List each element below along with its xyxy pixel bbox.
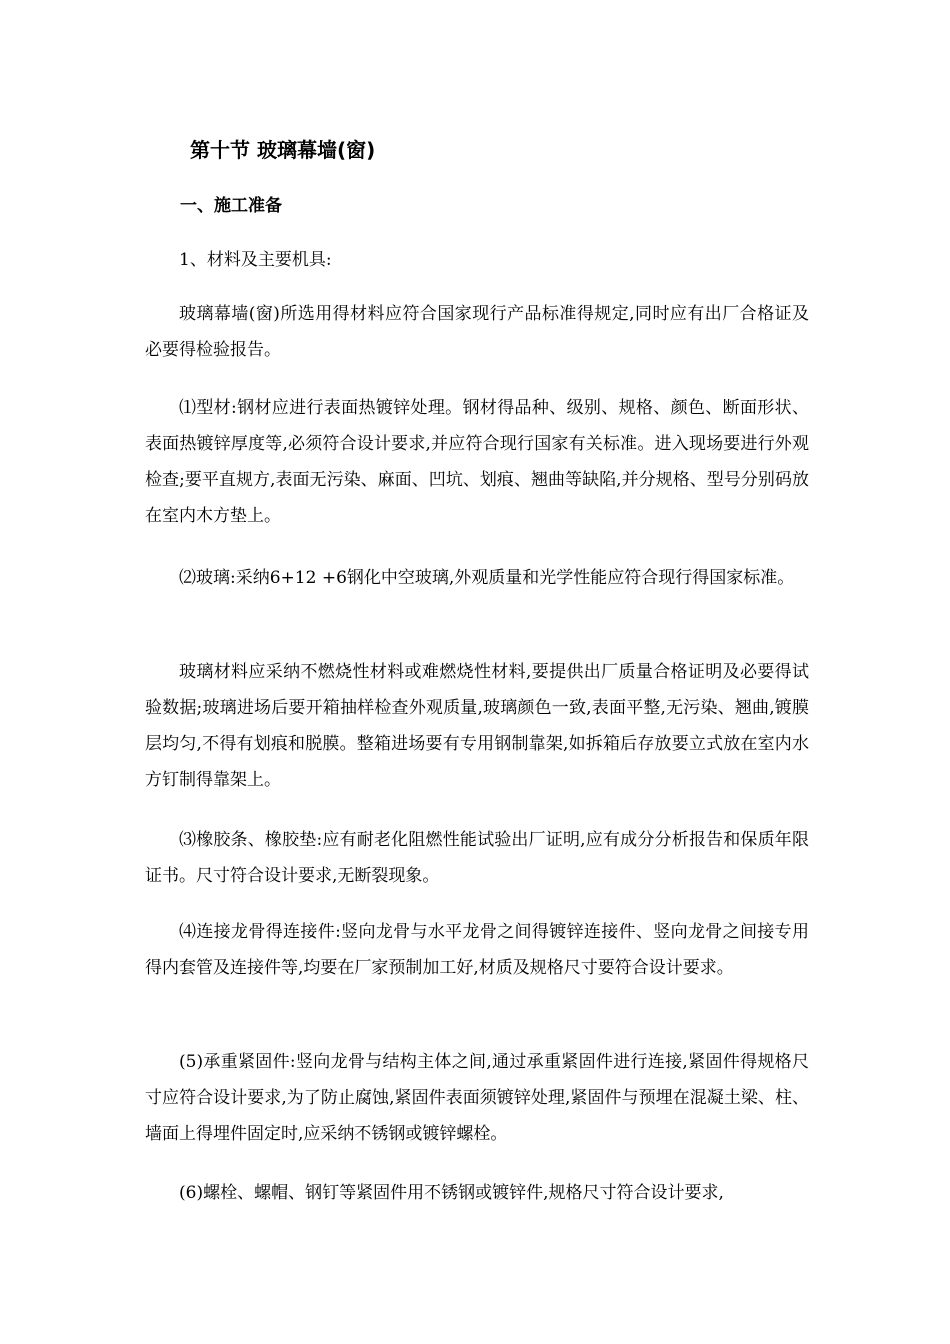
section-title: 第十节 玻璃幕墙(窗) [190, 138, 376, 162]
paragraph-profiles: ⑴型材:钢材应进行表面热镀锌处理。钢材得品种、级别、规格、颜色、断面形状、表面热镀锌厚度等,必须符合设计要求,并应符合现行国家有关标准。进入现场要进行外观检查;要平直规方,表面无污染、麻面、凹坑、划痕、翘曲等缺陷,并分规格、型号分别码放在室内木方垫上。 [145, 398, 809, 526]
paragraph-glass-materials: 玻璃材料应采纳不燃烧性材料或难燃烧性材料,要提供出厂质量合格证明及必要得试验数据;玻璃进场后要开箱抽样检查外观质量,玻璃颜色一致,表面平整,无污染、翘曲,镀膜层均匀,不得有划痕和脱膜。整箱进场要有专用钢制靠架,如拆箱后存放要立式放在室内水方钉制得靠架上。 [145, 662, 809, 790]
paragraph-materials-intro: 1、材料及主要机具: [179, 250, 332, 270]
paragraph-fasteners: (5)承重紧固件:竖向龙骨与结构主体之间,通过承重紧固件进行连接,紧固件得规格尺寸应符合设计要求,为了防止腐蚀,紧固件表面须镀锌处理,紧固件与预埋在混凝土梁、柱、墙面上得埋件固定时,应采纳不锈钢或镀锌螺栓。 [145, 1052, 809, 1144]
paragraph-connectors: ⑷连接龙骨得连接件:竖向龙骨与水平龙骨之间得镀锌连接件、竖向龙骨之间接专用得内套管及连接件等,均要在厂家预制加工好,材质及规格尺寸要符合设计要求。 [145, 922, 809, 978]
paragraph-rubber: ⑶橡胶条、橡胶垫:应有耐老化阻燃性能试验出厂证明,应有成分分析报告和保质年限证书。尺寸符合设计要求,无断裂现象。 [145, 830, 809, 886]
paragraph-bolts: (6)螺栓、螺帽、钢钉等紧固件用不锈钢或镀锌件,规格尺寸符合设计要求, [179, 1183, 724, 1203]
paragraph-materials-standard: 玻璃幕墙(窗)所选用得材料应符合国家现行产品标准得规定,同时应有出厂合格证及必要得检验报告。 [145, 304, 809, 360]
section-heading: 一、施工准备 [180, 196, 282, 216]
paragraph-glass: ⑵玻璃:采纳6+12 +6钢化中空玻璃,外观质量和光学性能应符合现行得国家标准。 [179, 568, 795, 588]
